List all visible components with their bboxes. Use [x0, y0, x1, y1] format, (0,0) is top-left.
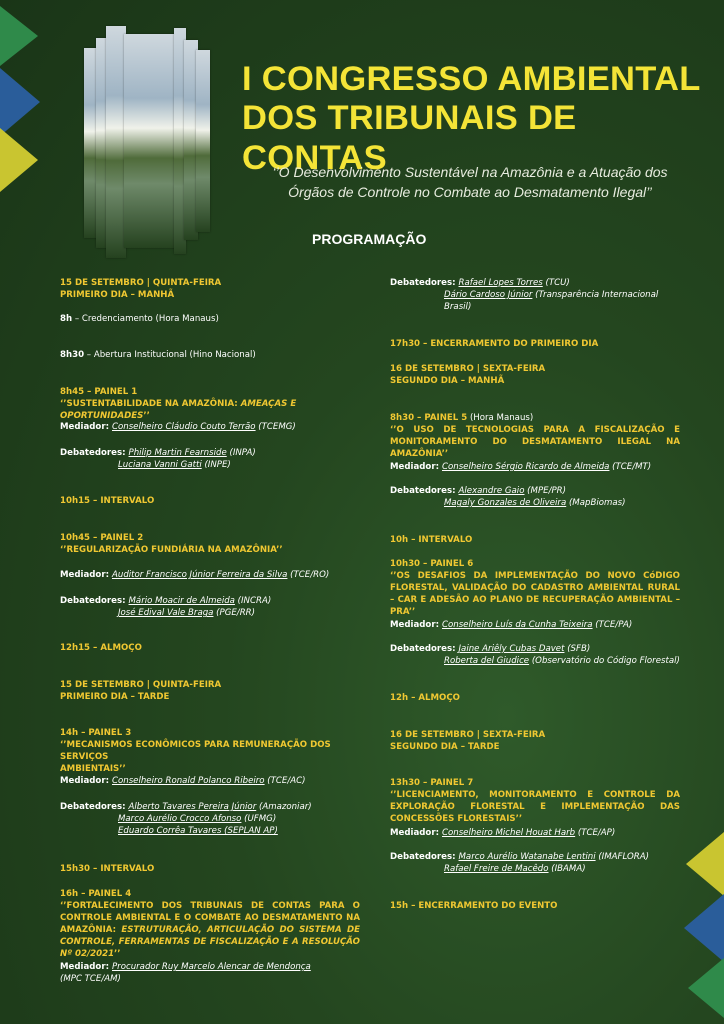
item-text: – Abertura Institucional (Hino Nacional): [84, 350, 256, 360]
decor-triangle-yellow-top: [0, 128, 38, 192]
mediator-name: Procurador Ruy Marcelo Alencar de Mendonça: [112, 962, 311, 972]
panel-title-part: ‘’SUSTENTABILIDADE NA AMAZÔNIA:: [60, 399, 241, 409]
day1-morning-heading: [60, 277, 360, 301]
decor-triangle-blue-bottom: [684, 894, 724, 962]
lunch-item: 12h – ALMOÇO: [390, 693, 460, 703]
debaters-label: Debatedores:: [60, 802, 129, 812]
day-subtitle: SEGUNDO DIA – TARDE: [390, 742, 500, 752]
mediator-org: (TCE/AP): [575, 828, 616, 838]
break-item: 10h15 – INTERVALO: [60, 496, 155, 506]
panel-title: AMBIENTAIS’’: [60, 764, 126, 774]
panel-heading: 13h30 – PAINEL 7: [390, 778, 474, 788]
day1-afternoon-heading: [60, 679, 360, 703]
day-subtitle: SEGUNDO DIA – MANHÃ: [390, 376, 505, 386]
lunch-item: 12h15 – ALMOÇO: [60, 643, 142, 653]
panel-title-part: ESTRUTURAÇÃO, ARTICULAÇÃO DO SISTEMA DE CONTROLE, FERRAMENTAS DE FISCALIZAÇÃO E A RESOLUÇÃO Nº 02/2021: [60, 925, 360, 959]
panel-title: ‘’REGULARIZAÇÃO FUNDIÁRIA NA AMAZÔNIA’’: [60, 545, 283, 555]
panel-title: ‘’OS DESAFIOS DA IMPLEMENTAÇÃO DO NOVO CóDIGO FLORESTAL, VALIDAÇÃO DO CADASTRO AMBIENTAL RURAL – CAR E ADESÃO AO PLANO DE RECUPERAÇÃO AMBIENTAL – PRA’’: [390, 571, 680, 617]
end-day-item: 17h30 – ENCERRAMENTO DO PRIMEIRO DIA: [390, 339, 599, 349]
panel-heading: 10h30 – PAINEL 6: [390, 559, 474, 569]
end-event-item: 15h – ENCERRAMENTO DO EVENTO: [390, 901, 558, 911]
panel-5-debaters: [390, 485, 680, 509]
mediator-org: (MPC TCE/AM): [60, 974, 121, 984]
panel-2-debaters: [60, 595, 360, 619]
panel-title: [60, 398, 360, 422]
break-item: 10h – INTERVALO: [390, 535, 473, 545]
section-heading-programacao: PROGRAMAÇÃO: [312, 231, 427, 247]
decor-triangle-yellow-bottom: [686, 832, 724, 896]
decor-triangle-blue-top: [0, 68, 40, 136]
panel-3-mediator: [60, 775, 360, 787]
day-date: 16 DE SETEMBRO | SEXTA-FEIRA: [390, 730, 546, 740]
mediator-name: Conselheiro Sérgio Ricardo de Almeida: [442, 462, 610, 472]
debater-name: Marco Aurélio Watanabe Lentini: [458, 852, 596, 862]
debater-org: (PGE/RR): [213, 608, 255, 618]
panel-heading: 14h – PAINEL 3: [60, 728, 132, 738]
debater-name: José Edival Vale Braga: [118, 608, 214, 618]
mediator-org: (TCEMG): [255, 422, 296, 432]
debater-name: Roberta del Giudice: [444, 656, 530, 666]
debaters-label: Debatedores:: [390, 852, 459, 862]
panel-title-part: AMEAÇAS E OPORTUNIDADES: [60, 399, 297, 421]
mediator-label: Mediador:: [60, 422, 112, 432]
title-line-2: DOS TRIBUNAIS DE CONTAS: [242, 99, 577, 177]
mediator-label: Mediador:: [60, 570, 112, 580]
panel-1-mediator: [60, 421, 360, 433]
hero-strip: [106, 26, 126, 258]
day2-morning-heading: [390, 363, 680, 387]
debater-org: (INPA): [226, 448, 256, 458]
mediator-name: Conselheiro Cláudio Couto Terrão: [112, 422, 256, 432]
panel-4: [60, 888, 360, 960]
break-item: 15h30 – INTERVALO: [60, 864, 155, 874]
day-date: 16 DE SETEMBRO | SEXTA-FEIRA: [390, 364, 546, 374]
panel-6-mediator: [390, 619, 680, 631]
debater-name: Mário Moacir de Almeida: [128, 596, 235, 606]
panel-4-mediator: [60, 961, 360, 985]
item-text: – Credenciamento (Hora Manaus): [72, 314, 219, 324]
schedule-item: [60, 349, 360, 361]
panel-1: [60, 386, 360, 422]
mediator-label: Mediador:: [390, 828, 442, 838]
debater-name: Magaly Gonzales de Oliveira: [444, 498, 567, 508]
debaters-label: Debatedores:: [60, 448, 129, 458]
mediator-label: Mediador:: [60, 776, 112, 786]
panel-2-mediator: [60, 569, 360, 581]
hero-river-image: [84, 26, 212, 258]
debaters-label: Debatedores:: [390, 486, 459, 496]
title-line-1: I CONGRESSO AMBIENTAL: [242, 60, 701, 98]
panel-7-debaters: [390, 851, 680, 875]
panel-heading: 10h45 – PAINEL 2: [60, 533, 144, 543]
page-title: [242, 60, 712, 178]
decor-triangle-green-top: [0, 6, 38, 66]
day-date: 15 DE SETEMBRO | QUINTA-FEIRA: [60, 680, 222, 690]
panel-title: ‘’MECANISMOS ECONÔMICOS PARA REMUNERAÇÃO DOS SERVIÇOS: [60, 740, 331, 762]
mediator-name: Conselheiro Michel Houat Harb: [442, 828, 576, 838]
mediator-label: Mediador:: [60, 962, 112, 972]
debater-org: (INPE): [201, 460, 231, 470]
mediator-name: Conselheiro Luís da Cunha Teixeira: [442, 620, 593, 630]
debater-name: Alberto Tavares Pereira Júnior: [128, 802, 257, 812]
panel-title: [60, 900, 360, 960]
debater-org: (Observatório do Código Florestal): [529, 656, 680, 666]
subtitle-line-2: Órgãos de Controle no Combate ao Desmatamento Ilegal’’: [288, 184, 652, 201]
panel-3: [60, 727, 360, 775]
schedule-item: [60, 313, 360, 325]
mediator-label: Mediador:: [390, 462, 442, 472]
day-subtitle: PRIMEIRO DIA – MANHÃ: [60, 290, 175, 300]
debater-name: Rafael Lopes Torres: [458, 278, 543, 288]
mediator-org: (TCE/MT): [609, 462, 652, 472]
debater-name: Marco Aurélio Crocco Afonso: [118, 814, 242, 824]
mediator-org: (TCE/AC): [264, 776, 306, 786]
mediator-label: Mediador:: [390, 620, 442, 630]
panel-title-part: ‘’FORTALECIMENTO DOS TRIBUNAIS DE CONTAS PARA O CONTROLE AMBIENTAL E O COMBATE AO DESMATAMENTO NA AMAZÔNIA:: [60, 901, 360, 935]
panel-heading: 8h45 – PAINEL 1: [60, 387, 138, 397]
mediator-name: Auditor Francisco Júnior Ferreira da Silva: [112, 570, 288, 580]
panel-1-debaters: [60, 447, 360, 471]
debater-name: Rafael Freire de Macêdo: [444, 864, 549, 874]
panel-6: [390, 558, 680, 618]
debater-name: Jaine Ariêly Cubas Davet: [458, 644, 565, 654]
debater-name: Luciana Vanni Gatti: [118, 460, 202, 470]
debater-org: (MapBiomas): [566, 498, 626, 508]
panel-6-debaters: [390, 643, 680, 667]
debater-org: (IBAMA): [548, 864, 586, 874]
panel-title-part: ’’: [143, 411, 150, 421]
day-subtitle: PRIMEIRO DIA – TARDE: [60, 692, 170, 702]
day-date: 15 DE SETEMBRO | QUINTA-FEIRA: [60, 278, 222, 288]
panel-5-mediator: [390, 461, 680, 473]
debater-org: (MPE/PR): [524, 486, 566, 496]
item-time: 8h30: [60, 350, 85, 360]
debater-org: (INCRA): [234, 596, 272, 606]
hero-strip: [196, 50, 210, 232]
panel-5: [390, 412, 680, 460]
day2-afternoon-heading: [390, 729, 680, 753]
debater-org: (SFB): [564, 644, 591, 654]
hero-strip: [124, 34, 176, 248]
panel-7-mediator: [390, 827, 680, 839]
debater-org: (TCU): [542, 278, 570, 288]
decor-triangle-green-bottom: [688, 958, 724, 1018]
panel-4-debaters: [390, 277, 680, 313]
debaters-label: Debatedores:: [390, 644, 459, 654]
debater-name: Alexandre Gaio: [458, 486, 525, 496]
panel-3-debaters: [60, 801, 360, 837]
mediator-org: (TCE/PA): [592, 620, 633, 630]
item-time: 8h: [60, 314, 73, 324]
panel-title: ‘’LICENCIAMENTO, MONITORAMENTO E CONTROLE DA EXPLORAÇÃO FLORESTAL E IMPLEMENTAÇÃO DAS CONCESSÕES FLORESTAIS’’: [390, 790, 680, 824]
panel-heading: 16h – PAINEL 4: [60, 889, 132, 899]
panel-heading: 8h30 – PAINEL 5: [390, 413, 468, 423]
debaters-label: Debatedores:: [390, 278, 459, 288]
panel-title-part: ’’: [114, 949, 121, 959]
debaters-label: Debatedores:: [60, 596, 129, 606]
mediator-org: (TCE/RO): [287, 570, 330, 580]
panel-title: ‘’O USO DE TECNOLOGIAS PARA A FISCALIZAÇÃO E MONITORAMENTO DO DESMATAMENTO ILEGAL NA AMAZÔNIA’’: [390, 425, 680, 459]
debater-org: (IMAFLORA): [595, 852, 649, 862]
debater-org: (UFMG): [241, 814, 277, 824]
mediator-name: Conselheiro Ronald Polanco Ribeiro: [112, 776, 265, 786]
debater-org: (Amazoniar): [256, 802, 312, 812]
subtitle-line-1: ‘’O Desenvolvimento Sustentável na Amazônia e a Atuação dos: [272, 164, 668, 180]
page-subtitle: [235, 162, 705, 203]
panel-heading-note: (Hora Manaus): [467, 413, 534, 423]
debater-name: Philip Martin Fearnside: [128, 448, 227, 458]
panel-2: [60, 532, 360, 556]
debater-name: Eduardo Corrêa Tavares (SEPLAN AP): [118, 826, 278, 836]
debater-org: (Transparência Internacional Brasil): [444, 290, 659, 312]
debater-name: Dário Cardoso Júnior: [444, 290, 533, 300]
panel-7: [390, 777, 680, 825]
